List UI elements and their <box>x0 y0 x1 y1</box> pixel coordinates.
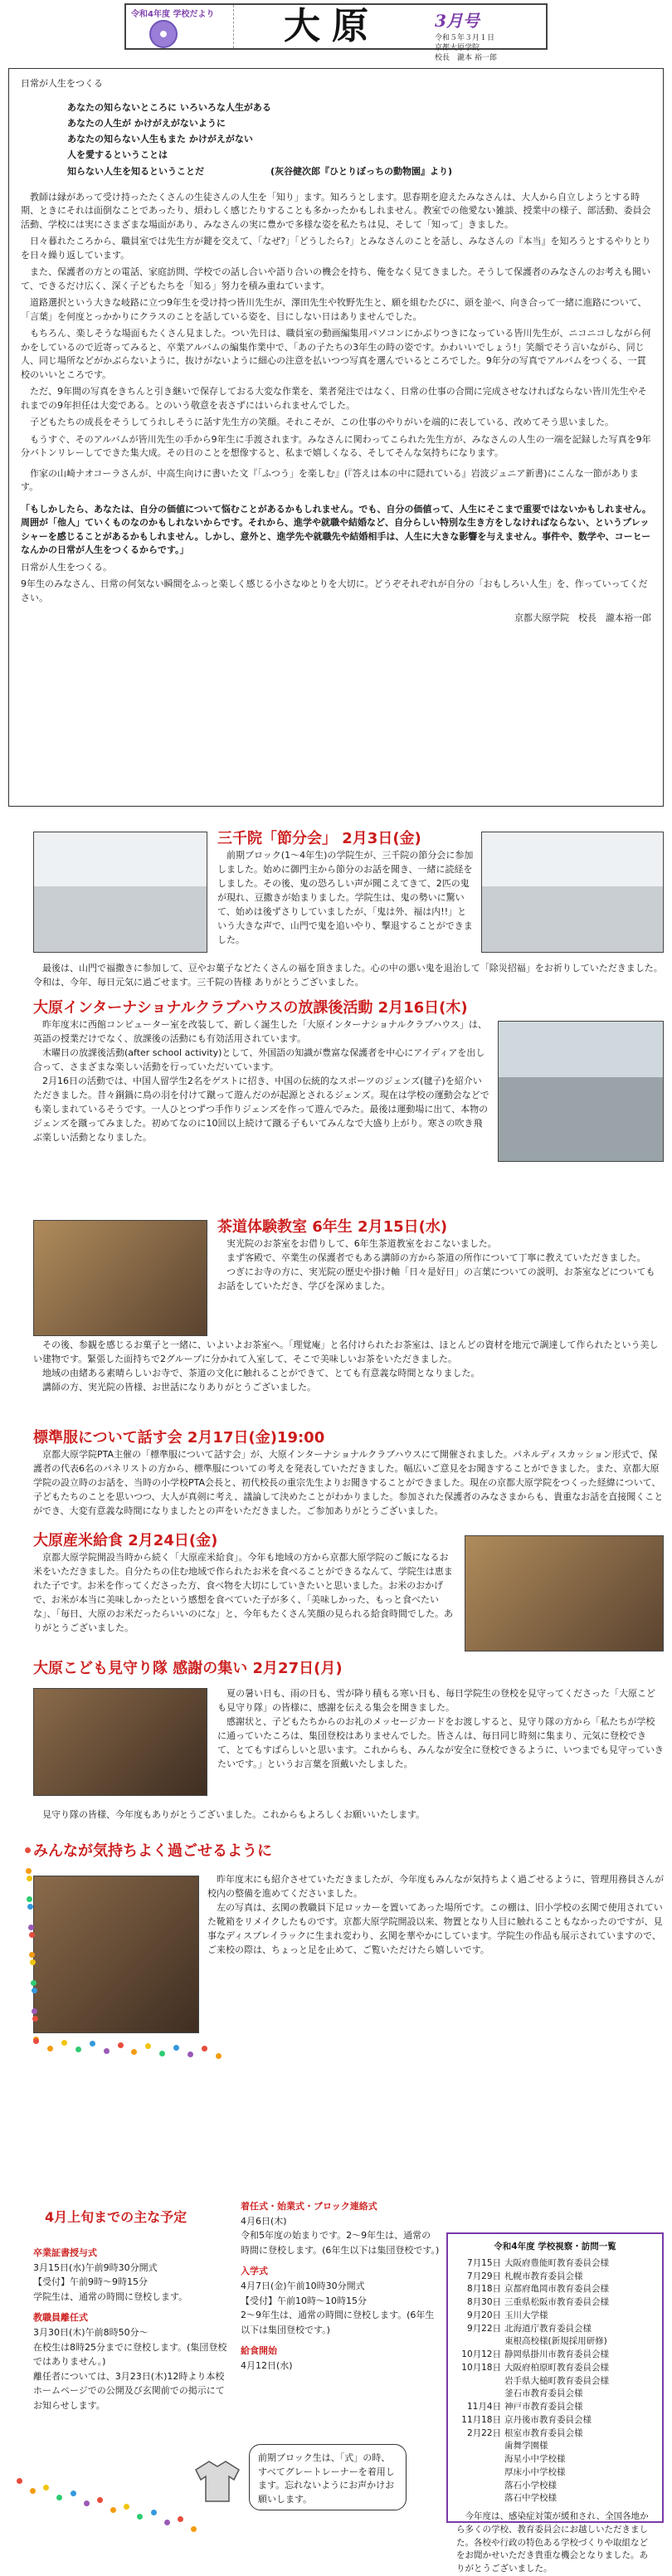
decor-dot <box>97 2497 103 2503</box>
message-paragraph: 子どもたちの成長をそうしてうれしそうに話す先生方の笑顔。それこそが、この仕事のやりがいを端的に表している、改めてそう思いました。 <box>30 417 614 428</box>
visit-date <box>456 2388 504 2401</box>
visits-box <box>446 2232 664 2574</box>
visit-row <box>456 2427 654 2441</box>
closing-line: 日常が人生をつくる。 <box>21 561 112 573</box>
decor-dot <box>47 2046 53 2052</box>
visit-date: 7月29日 <box>466 2271 501 2281</box>
visit-row <box>456 2388 654 2401</box>
flower-icon <box>149 20 178 48</box>
decor-dot <box>137 2514 143 2520</box>
poem-line: 知らない人生を知るということだ (灰谷健次郎『ひとりぼっちの動物園』より) <box>67 165 453 177</box>
issue-label: 3月号 <box>435 11 480 31</box>
decor-dot <box>61 2040 67 2046</box>
setsubun-body-2: 最後は、山門で福撒きに参加して、豆やお菓子などたくさんの福を頂きました。心の中の悪い鬼を退治して「除災招福」をお祈りしていただきました。令和は、今年、毎日元気に過ごせます。三千院の皆様 ありがとうございました。 <box>33 963 663 988</box>
parents-section <box>33 1429 664 1518</box>
april-col-1 <box>33 2246 232 2413</box>
poem-source: (灰谷健次郎『ひとりぼっちの動物園』より) <box>270 165 453 177</box>
visit-date: 11月18日 <box>461 2414 501 2425</box>
decor-dot <box>27 1896 32 1902</box>
visit-row <box>456 2480 654 2493</box>
decor-dot <box>26 1868 32 1874</box>
poem-line: あなたの知らない人生もまた かけがえがない <box>67 134 253 144</box>
visit-name: 玉川大学様 <box>504 2310 548 2320</box>
rice-title: 大原産米給食 2月24日(金) <box>33 1532 218 1549</box>
visit-name: 海星小中学校様 <box>504 2454 566 2464</box>
visit-name: 札幌市教育委員会様 <box>504 2271 583 2281</box>
visit-name: 東根高校様(新規採用研修) <box>504 2336 607 2347</box>
comfort-title: みんなが気持ちよく過ごせるように <box>33 1842 272 1860</box>
comfort-body: 昨年度末にも紹介させていただきましたが、今年度もみんなが気持ちよく過ごせるように、管理用務員さんが校内の整備を進めてくださいました。 左の写真は、玄関の教職員下足ロッカーを置いてあった場所です。この棚は、旧小学校の玄関で使用されていた靴箱をリメイクしたものです。京都大原学院開設以来、物置となり人目に触れることもなかったのですが、見事なディスプレイラックに生まれ変わり、玄関を華やかにしています。学院生の作品も展示されていますので、ご来校の際は、ちょっと足を止めて、ご覧いただけたら嬉しいです。 <box>207 1874 664 1956</box>
visit-date: 10月12日 <box>461 2349 501 2359</box>
newsletter-title: 大原 <box>284 5 380 47</box>
visit-name: 大阪府豊能町教育委員会様 <box>504 2257 609 2268</box>
quote-intro: 作家の山崎ナオコーラさんが、中高生向けに書いた文『「ふつう」を楽しむ』(『答えは本の中に隠れている』岩波ジュニア新書)にこんな一節があります。 <box>21 467 639 493</box>
masthead <box>124 3 548 63</box>
parents-body: 京都大原学院PTA主催の「標準服について話す会」が、大原インターナショナルクラブハウスにて開催されました。パネルディスカッション形式で、保護者の代表6名のパネリストの方から、標準服についての考えを発表していただきました。幅広いご意見をお聞きすることができました。また、京都大原学院の設立時のお話を、当時の小学校PTA会長と、初代校長の重宗先生よりお聞きすることができました。現在の京都大原学院をつくった経緯について、子どもたちのことを思いつつ、大人が真剣に考え、議論して決めたことがわかりました。参加された保護者のみなさまからも、貴重なお話を直接聞くことができ、大変有意義な時間になりましたとの声をいただきました。ご参加ありがとうございました。 <box>33 1448 664 1516</box>
visit-row <box>456 2349 654 2362</box>
message-paragraph: もうすぐ、そのアルバムが皆川先生の手から9年生に手渡されます。みなさんに関わってこられた先生方が、みなさんの人生の一端を記録した写真を9年分バトンリレーしてできた集大成。その日のことを想像すると、私まで嬉しくなる、そしてそんな気持ちになります。 <box>21 433 651 459</box>
visit-row <box>456 2440 654 2453</box>
decor-dot <box>118 2042 124 2048</box>
visit-row <box>456 2362 654 2375</box>
rice-body: 京都大原学院開設当時から続く「大原産米給食」。今年も地域の方から京都大原学院のご飯になるお米をいただきました。自分たちの住む地域で作られたお米を食べることができるなんて、学院生は恵まれた子です。お米を作ってくださった方、食べ物を大切にしていきたいと思いました。お米のおかげで、お米が本当に美味しかったという感想を食べていた子が多く、「美味しかった、もっと食べたいな」、「毎日、大原のお米だったらいいのにな」と、今年もたくさん笑顔の見られる給食時間でした。ありがとうございました。 <box>33 1551 453 1633</box>
decor-dot <box>32 1988 37 1993</box>
visit-date: 2月22日 <box>466 2427 501 2438</box>
decor-dot <box>216 2053 222 2059</box>
patrol-body-2: 見守り隊の皆様、今年度もありがとうございました。これからもよろしくお願いいたします。 <box>42 1809 426 1820</box>
visit-date <box>456 2453 504 2466</box>
visit-row <box>456 2310 654 2323</box>
schedule-heading: 卒業証書授与式 <box>33 2247 97 2258</box>
visit-date <box>456 2480 504 2493</box>
visit-row <box>456 2257 654 2271</box>
visit-row <box>456 2271 654 2284</box>
schedule-line: 学院生は、通常の時間に登校します。 <box>33 2291 188 2302</box>
decor-dot <box>145 2043 151 2049</box>
schedule-heading: 給食開始 <box>241 2345 277 2357</box>
schedule-line: 離任者については、3月23日(木)12時より本校ホームページでの公開及び玄関前での掲示にてお知らせします。 <box>33 2370 225 2411</box>
decor-dot <box>173 2045 179 2051</box>
visit-row <box>456 2296 654 2310</box>
visit-date <box>456 2335 504 2349</box>
poem-line: あなたの知らないところに いろいろな人生がある <box>67 101 271 113</box>
visit-row <box>456 2492 654 2505</box>
decor-dot <box>124 2504 129 2510</box>
decor-dot <box>187 2052 193 2057</box>
schedule-line: 在校生は8時25分までに登校します。(集団登校ではありません。) <box>33 2341 227 2368</box>
poem <box>21 100 651 179</box>
visit-date: 7月15日 <box>466 2257 501 2268</box>
message-paragraph: ただ、9年間の写真をきちんと引き継いで保存しておる大変な作業を、業者発注ではなく、日常の仕事の合間に完成させなければならない皆川先生やそれまでの9年担任は大変である。とのいう敬意を表さずにはいられませんでした。 <box>21 386 647 411</box>
tea-photo <box>33 1220 207 1336</box>
schedule-line: 令和5年度の始まりです。2～9年生は、通常の時間に登校します。(6年生以下は集団登校です。) <box>241 2230 440 2256</box>
visit-row <box>456 2401 654 2414</box>
tea-body-2: その後、参観を感じるお菓子と一緒に、いよいよお茶室へ。「理覚庵」と名付けられたお茶室は、ほとんどの資材を地元で調達して作られたという美しい建物です。緊張した面持ちで2グループに分かれて入室して、そこで美味しいお茶をいただきました。 地域の由緒ある素晴らしいお寺で、茶道の文化に触れることができて、とても有意義な時間となりました。 講師の方、実光院の皆様、お世話になりありがとうございました。 <box>33 1339 659 1393</box>
visit-date <box>456 2440 504 2453</box>
schedule-line: 【受付】午前10時～10時15分 <box>241 2295 367 2306</box>
rice-section <box>33 1532 456 1635</box>
decor-dot <box>104 2048 110 2054</box>
tea-section <box>217 1218 664 1293</box>
decor-dot <box>27 1876 32 1881</box>
visit-name: 落石中学校様 <box>504 2493 557 2504</box>
decor-dot <box>27 1904 33 1910</box>
intl-title: 大原インターナショナルクラブハウスの放課後活動 2月16日(木) <box>33 999 468 1017</box>
decor-dot <box>25 1847 31 1853</box>
visit-row <box>456 2466 654 2480</box>
schedule-line: 2～9年生は、通常の時間に登校します。(6年生以下は集団登校です。) <box>241 2310 435 2335</box>
visit-name: 神戸市教育委員会様 <box>504 2402 583 2412</box>
message-paragraph: 道路選択という大きな岐路に立つ9年生を受け持つ皆川先生が、澤田先生や牧野先生と、願を組むたびに、頭を並べ、向き合って一緒に進路について、「言葉」を何度とっかかりにクラスのことを話している姿を、目にしない日はありませんでした。 <box>21 297 647 322</box>
patrol-section <box>33 1660 664 1678</box>
message-heading: 日常が人生をつくる <box>21 78 103 89</box>
visit-name: 歯舞学園様 <box>504 2441 548 2452</box>
visit-row <box>456 2283 654 2296</box>
poem-line: 人を愛するということは <box>67 149 168 161</box>
visit-date: 8月18日 <box>466 2284 501 2295</box>
intl-photo <box>498 1021 664 1162</box>
masthead-meta <box>435 33 541 63</box>
decor-dot <box>75 2047 81 2052</box>
setsubun-title: 三千院「節分会」 2月3日(金) <box>217 830 421 847</box>
signature: 京都大原学院 校長 瀧本裕一郎 <box>514 612 651 624</box>
visit-name: 厚床小中学校様 <box>504 2466 566 2477</box>
comfort-section <box>33 1842 664 1861</box>
intl-section <box>33 999 489 1144</box>
schedule-line: 3月15日(水)午前9時30分開式 <box>33 2261 158 2273</box>
visit-date <box>456 2375 504 2388</box>
visit-name: 大阪府柏原町教育委員会様 <box>504 2362 609 2373</box>
poem-line: あなたの人生が かけがえがないように <box>67 117 226 129</box>
decor-dot <box>84 2500 90 2506</box>
visit-date <box>456 2466 504 2480</box>
tea-body: 実光院のお茶室をお借りして、6年生茶道教室をおこないました。 まず客殿で、卒業生の保護者でもある講師の方から茶道の所作について丁寧に教えていただきました。 つぎにお寺の方に、実光院の歴史や掛け軸「日々是好日」の言葉についての説明、お茶室などについてもお話をしていただき、学びを深めました。 <box>217 1237 655 1291</box>
schedule-line: 3月30日(木)午前8時50分～ <box>33 2326 149 2338</box>
decor-dot <box>28 1925 34 1930</box>
jacket-icon <box>192 2458 242 2505</box>
decor-dot <box>159 2051 165 2056</box>
decor-dot <box>191 2526 197 2532</box>
visits-list <box>456 2257 654 2505</box>
patrol-title: 大原こども見守り隊 感謝の集い 2月27日(月) <box>33 1660 343 1677</box>
masthead-left <box>126 5 234 48</box>
visit-name: 落石小学校様 <box>504 2480 557 2491</box>
visit-name: 京都府亀岡市教育委員会様 <box>504 2284 609 2295</box>
decor-dot <box>90 2041 95 2047</box>
principal-name: 校長 瀧本 裕一郎 <box>435 54 497 63</box>
principal-message <box>8 68 664 807</box>
visit-date <box>456 2492 504 2505</box>
schedule-line: 4月12日(水) <box>241 2359 293 2371</box>
visit-row <box>456 2335 654 2349</box>
schedule-line: 4月6日(木) <box>241 2215 287 2227</box>
decor-dot <box>30 2488 36 2494</box>
setsubun-body: 前期ブロック(1～4年生)の学院生が、三千院の節分会に参加しました。始めに御門主から節分のお話を聞き、一緒に読経をしました。その後、鬼の恐ろしい声が聞こえてきて、2匹の鬼が現れ、豆撒きが始まりました。学院生は、鬼の勢いに驚いて、始めは後ずさりしていましたが、「鬼は外、福は内!!」という大きな声で、山門で鬼を追いやり、撃退することができました。 <box>217 849 474 945</box>
decor-dot <box>33 2038 39 2044</box>
visit-row <box>456 2375 654 2388</box>
patrol-photo <box>33 1688 207 1796</box>
message-paragraph: もちろん、楽しそうな場面もたくさん見ました。つい先日は、職員室の動画編集用パソコンにかぶりつきになっている皆川先生が、ニコニコしながら何かをしているので近寄ってみると、卒業アルバムの編集作業中で、「あの子たちの3年生の時の姿です。かわいいでしょう!」笑顔でそう言いながら、同じ人、同じ場所などがかぶらないように、抜けがないように細心の注意を払いつつ写真を選んでいるところでした。9年分の写真でアルバムをつくる、一貫校のいいところです。 <box>21 328 651 380</box>
comfort-photo <box>33 1876 199 2033</box>
april-col-2 <box>241 2199 440 2374</box>
setsubun-section <box>217 830 475 947</box>
reminder-bubble: 前期ブロック生は、「式」の時、すべてグレートレーナーを着用します。忘れないようにお声かけお願いします。 <box>249 2444 407 2510</box>
visit-row <box>456 2414 654 2427</box>
schedule-line: 【受付】午前9時～9時15分 <box>33 2276 148 2288</box>
decor-dot <box>43 2485 49 2491</box>
visit-date: 9月22日 <box>466 2323 501 2334</box>
decor-dot <box>29 1932 35 1938</box>
visit-name: 根室市教育委員会様 <box>504 2427 583 2438</box>
patrol-body: 夏の暑い日も、雨の日も、雪が降り積もる寒い日も、毎日学院生の登校を見守ってくださった「大原こども見守り隊」の皆様に、感謝を伝える集会を開きました。 感謝状と、子どもたちからのお礼のメッセージカードをお渡しすると、見守り隊の方から「私たちが学校に通っていたころは、集団登校はありませんでした。皆さんは、毎日同じ時刻に集まり、元気に登校できて、とてもすばらしいと思います。これからも、みんなが安全に登校できるように、いつまでも見守っていきたいです。」というお言葉を頂戴いたしました。 <box>217 1688 664 1770</box>
parents-title: 標準服について話す会 2月17日(金)19:00 <box>33 1429 325 1447</box>
decor-dot <box>164 2520 170 2525</box>
visit-date: 8月30日 <box>466 2297 501 2307</box>
rice-photo <box>465 1535 664 1651</box>
quote: 「もしかしたら、あなたは、自分の価値について悩むことがあるかもしれません。でも、自分の価値って、人生にそこまで重要ではないかもしれません。周囲が「他人」ていくものなのかもしれないからです。それから、進学や就職や結婚など、自分らしい特別な生き方をしなければならない、というプレッシャーを感じることがあるかもしれません。しかし、意外と、進学先や就職先や結婚相手は、人生に大きな影響を与えません。事件や、数学や、コーヒーなんかの日常が人生をつくるからです。」 <box>21 503 651 556</box>
schedule-line: 4月7日(金)午前10時30分開式 <box>241 2280 365 2291</box>
setsubun-photo-right <box>481 832 664 953</box>
decor-dot <box>202 2046 207 2052</box>
visits-note: 今年度は、感染症対策が緩和され、全国各地から多くの学校、教育委員会にお越しいただきました。各校や行政の特色ある学校づくりや取組などをお聞かせいただき貴重な機会となりました。ありがとうございました。 <box>456 2511 649 2574</box>
decor-dot <box>178 2516 183 2522</box>
visit-name: 三重県松阪市教育委員会様 <box>504 2297 609 2307</box>
schedule-heading: 入学式 <box>241 2266 268 2277</box>
closing-line: 9年生のみなさん、日常の何気ない瞬間をふっと楽しく感じる小さなゆとりを大切に。どうぞそれぞれが自分の「おもしろい人生」を、作っていってください。 <box>21 578 648 603</box>
visit-name: 静岡県掛川市教育委員会様 <box>504 2349 609 2359</box>
april-title-wrap <box>45 2208 244 2227</box>
decor-dot <box>110 2507 116 2513</box>
masthead-right <box>430 5 546 63</box>
decor-dot <box>151 2510 157 2515</box>
visit-name: 北海道庁教育委員会様 <box>504 2323 592 2334</box>
visit-name: 釜石市教育委員会様 <box>504 2388 583 2399</box>
decor-dot <box>17 2478 22 2484</box>
april-title: 4月上旬までの主な予定 <box>45 2209 187 2225</box>
setsubun-photo-left <box>33 832 207 953</box>
visits-title: 令和4年度 学校視察・訪問一覧 <box>494 2242 616 2252</box>
visit-date: 11月4日 <box>466 2402 501 2412</box>
visit-name: 岩手県大槌町教育委員会様 <box>504 2375 609 2386</box>
visit-row <box>456 2323 654 2336</box>
issue-date: 令和５年３月１日 <box>435 34 495 42</box>
visit-row <box>456 2453 654 2466</box>
decor-dot <box>56 2495 62 2500</box>
visit-date: 10月18日 <box>461 2362 501 2373</box>
visit-name: 京丹後市教育委員会様 <box>504 2414 592 2425</box>
school-name: 京都大原学院 <box>435 44 480 53</box>
message-paragraph: 日々暮れたころから、職員室では先生方が鍵を交えて、「なぜ?」「どうしたら?」とみなさんのことを話し、みなさんの『本当』を知ろうとするやりとりを日々繰り返しています。 <box>21 236 651 261</box>
schedule-heading: 着任式・始業式・ブロック連絡式 <box>241 2201 377 2212</box>
decor-dot <box>131 2049 137 2055</box>
schedule-heading: 教職員離任式 <box>33 2312 88 2324</box>
message-paragraph: また、保護者の方との電話、家庭訪問、学校での話し合いや語り合いの機会を持ち、俺をなく見てきました。そうして保護者のみなさんのお考えも聞いて、できるだけ広く、深く子どもたちを「知る」努力を積み重ねています。 <box>21 266 650 291</box>
intl-body: 昨年度末に西館コンピューター室を改装して、新しく誕生した「大原インターナショナルクラブハウス」は、英語の授業だけでなく、放課後の活動にも有効活用されています。 木曜日の放課後活動(after school activity)として、外国語の知識が豊富な保護者を中心にアイディアを出し合って、さまざまな楽しい活動を行っていただいています。 2月16日の活動では、中国人留学生2名をゲストに招き、中国の伝統的なスポーツのジェンズ(毽子)を紹介いただきました。昔々銅鍋に鳥の羽を付けて蹴って遊んだのが起源とされるジェンズ。現在は学校の運動会などでも楽しまれているそうです。一人ひとつずつ手作りジェンズを作って遊んでみた。最後は運動場に出て、本物のジェンズを蹴ってみました。初めてなのに10回以上続けて蹴る子もいてみんなで大盛り上がり。寒さの吹き飛ぶ楽しい活動となりました。 <box>33 1018 489 1143</box>
decor-dot <box>71 2491 76 2496</box>
tea-title: 茶道体験教室 6年生 2月15日(水) <box>217 1218 448 1236</box>
masthead-tag: 令和4年度 学校だより <box>131 10 215 19</box>
message-paragraph: 教師は縁があって受け持ったたくさんの生徒さんの人生を「知り」ます。知ろうとします。思春期を迎えたみなさんは、大人から自立しようとする時期、ときにそれは面倒なことであったり、煩わしく感じたりすることも多かったかもしれません。教室での他愛ない雑談、授業中の様子、部活動、委員会活動、学校には実にさまざまな場面があり、みなさんの実に豊かで多様な姿を私たちは見、そして「知って」きました。 <box>21 191 651 230</box>
visit-date: 9月20日 <box>466 2310 501 2320</box>
